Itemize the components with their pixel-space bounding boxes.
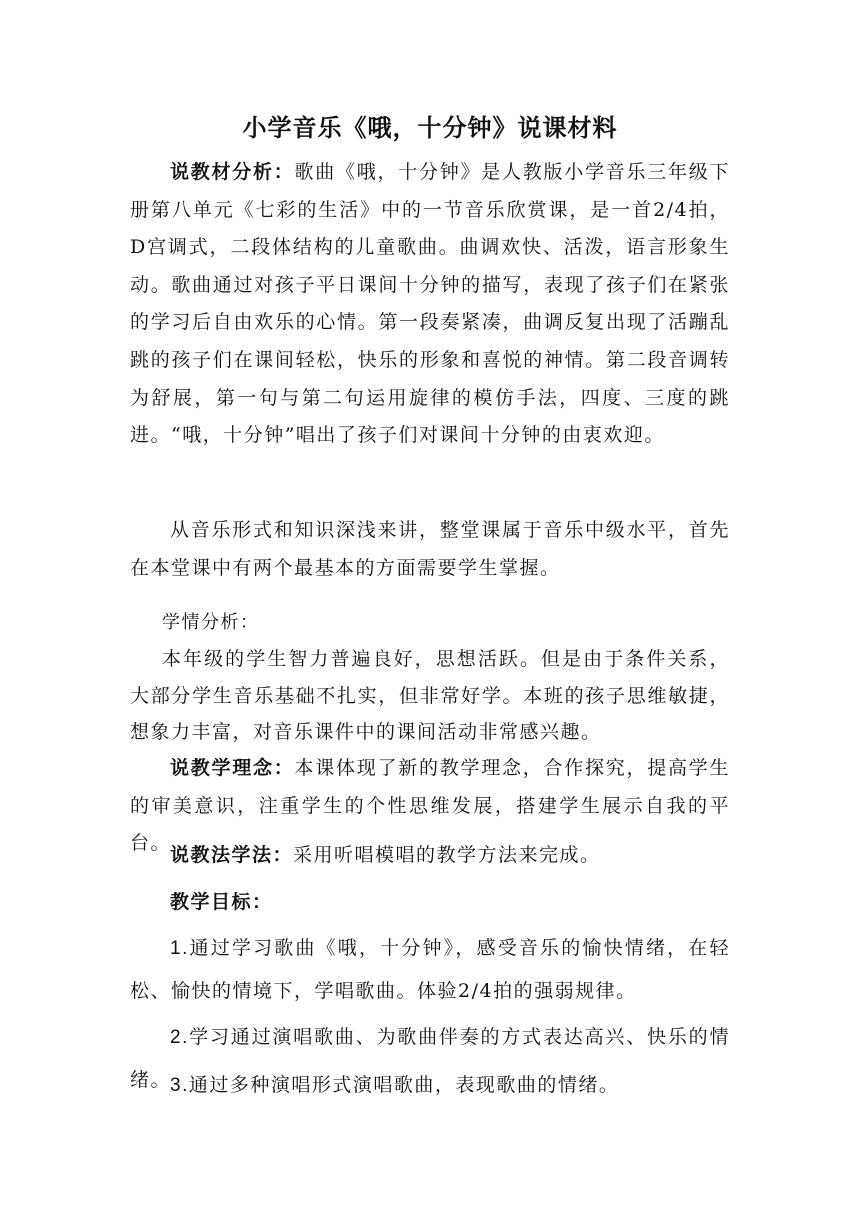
analysis-label: 说教材分析： bbox=[170, 161, 295, 183]
goal-item bbox=[130, 1064, 730, 1107]
learning-label: 学情分析： bbox=[162, 612, 260, 633]
analysis-paragraph bbox=[130, 154, 730, 455]
method-text: 采用听唱模唱的教学方法来完成。 bbox=[293, 844, 601, 866]
goal-number: 1. bbox=[170, 938, 189, 959]
learning-text: 本年级的学生智力普遍良好，思想活跃。但是由于条件关系，大部分学生音乐基础不扎实，但非常好学。本班的孩子思维敏捷，想象力丰富，对音乐课件中的课间活动非常感兴趣。 bbox=[130, 648, 730, 744]
document-title: 小学音乐《哦，十分钟》说课材料 bbox=[242, 114, 618, 142]
form-paragraph: 从音乐形式和知识深浅来讲，整堂课属于音乐中级水平，首先在本堂课中有两个最基本的方面需要学生掌握。 bbox=[130, 519, 730, 579]
concept-text: 本课体现了新的教学理念，合作探究，提高学生的审美意识，注重学生的个性思维发展，搭建学生展示自我的平台。 bbox=[130, 757, 730, 855]
goal-text: 学习通过演唱歌曲、为歌曲伴奏的方式表达高兴、快乐的情绪。 bbox=[130, 1026, 730, 1091]
method-paragraph bbox=[130, 837, 730, 875]
goal-text: 通过学习歌曲《哦，十分钟》，感受音乐的愉快情绪，在轻松、愉快的情境下，学唱歌曲。体验2/4拍的强弱规律。 bbox=[130, 937, 730, 1002]
concept-label: 说教学理念： bbox=[170, 757, 295, 779]
analysis-text: 歌曲《哦，十分钟》是人教版小学音乐三年级下册第八单元《七彩的生活》中的一节音乐欣赏课，是一首2/4拍，D宫调式，二段体结构的儿童歌曲。曲调欢快、活泼，语言形象生动。歌曲通过对孩子平日课间十分钟的描写，表现了孩子们在紧张的学习后自由欢乐的心情。第一段奏紧凑，曲调反复出现了活蹦乱跳的孩子们在课间轻松，快乐的形象和喜悦的神情。第二段音调转为舒展，第一句与第二句运用旋律的模仿手法，四度、三度的跳进。“哦，十分钟”唱出了孩子们对课间十分钟的由衷欢迎。 bbox=[130, 161, 730, 447]
goals-paragraph bbox=[130, 884, 730, 922]
goal-number: 3. bbox=[170, 1075, 189, 1096]
goal-item bbox=[130, 927, 730, 1012]
goals-label: 教学目标： bbox=[170, 891, 273, 913]
method-label: 说教法学法： bbox=[170, 844, 294, 866]
goal-text: 通过多种演唱形式演唱歌曲，表现歌曲的情绪。 bbox=[188, 1074, 620, 1096]
goal-number: 2. bbox=[170, 1027, 189, 1048]
